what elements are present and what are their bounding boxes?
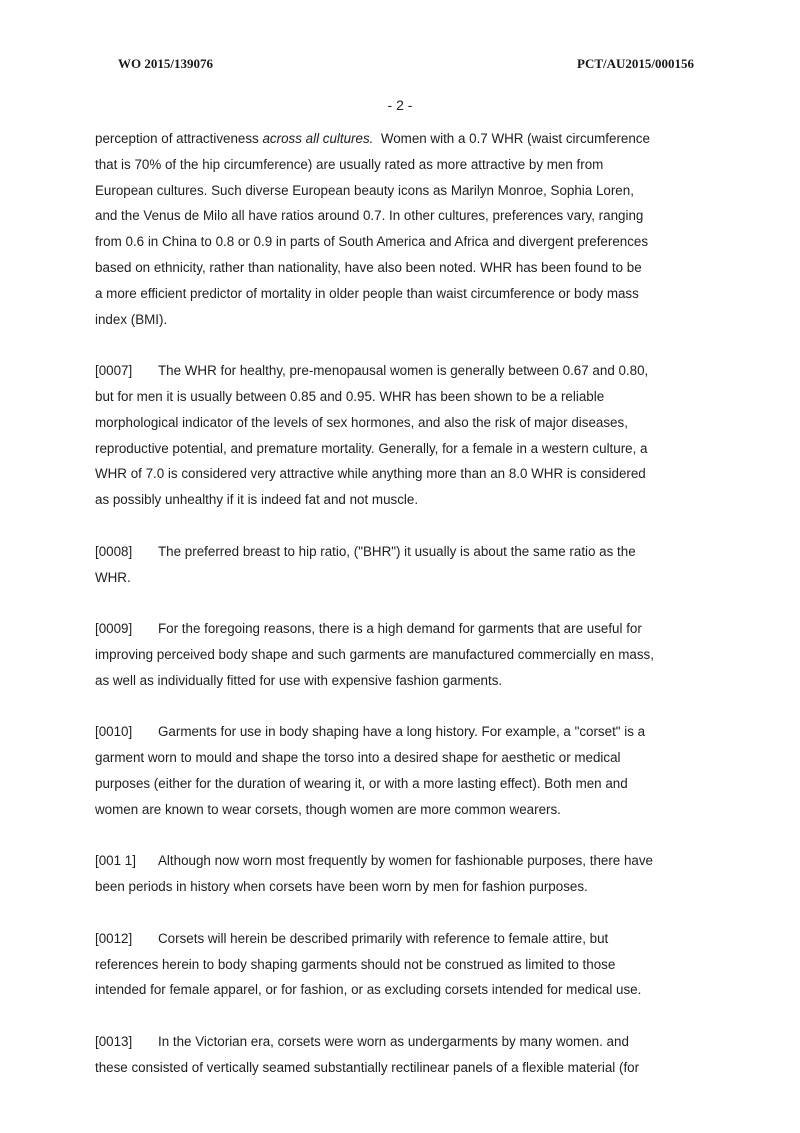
text-line: improving perceived body shape and such garments are manufactured commercially en mass, bbox=[95, 646, 654, 662]
application-number: PCT/AU2015/000156 bbox=[577, 56, 694, 71]
text-line: from 0.6 in China to 0.8 or 0.9 in parts of South America and Africa and divergent preferences bbox=[95, 234, 649, 250]
text-line: garment worn to mould and shape the torso into a desired shape for aesthetic or medical bbox=[95, 750, 621, 766]
paragraph-number: [0012] bbox=[95, 930, 133, 946]
text-line: WHR of 7.0 is considered very attractive while anything more than an 8.0 WHR is considered bbox=[95, 466, 646, 482]
text-line: index (BMI). bbox=[95, 311, 168, 327]
publication-number: WO 2015/139076 bbox=[118, 56, 213, 71]
text-line: references herein to body shaping garments should not be construed as limited to those bbox=[95, 956, 616, 972]
paragraph-number: [0010] bbox=[95, 724, 133, 740]
emphasis-text: across all cultures. bbox=[262, 131, 374, 146]
text-line bbox=[95, 926, 713, 952]
page-number: - 2 - bbox=[387, 97, 413, 113]
text-line: WHR. bbox=[95, 569, 131, 585]
text-line: been periods in history when corsets have been worn by men for fashion purposes. bbox=[95, 879, 588, 895]
text-run: The WHR for healthy, pre-menopausal women is generally between 0.67 and 0.80, bbox=[158, 363, 649, 379]
text-line: a more efficient predictor of mortality in older people than waist circumference or body mass bbox=[95, 285, 639, 301]
text-run: Although now worn most frequently by women for fashionable purposes, there have bbox=[158, 853, 653, 869]
text-line: that is 70% of the hip circumference) are usually rated as more attractive by men from bbox=[95, 156, 604, 172]
text-run: The preferred breast to hip ratio, ("BHR") it usually is about the same ratio as the bbox=[158, 543, 636, 559]
paragraph-0011 bbox=[95, 848, 713, 900]
paragraph-0009 bbox=[95, 616, 713, 693]
text-line bbox=[95, 848, 713, 874]
text-run: For the foregoing reasons, there is a high demand for garments that are useful for bbox=[158, 621, 642, 637]
paragraph-number: [001 1] bbox=[95, 853, 136, 869]
text-line: these consisted of vertically seamed substantially rectilinear panels of a flexible material (for bbox=[95, 1059, 640, 1075]
text-line bbox=[95, 616, 713, 642]
text-line bbox=[95, 126, 713, 152]
text-run: perception of attractiveness bbox=[95, 131, 263, 146]
text-line: as possibly unhealthy if it is indeed fat and not muscle. bbox=[95, 492, 419, 508]
text-line bbox=[95, 539, 713, 565]
paragraph-0010 bbox=[95, 719, 713, 822]
text-line: as well as individually fitted for use with expensive fashion garments. bbox=[95, 672, 503, 688]
paragraph-continuation bbox=[95, 126, 713, 332]
text-run: Garments for use in body shaping have a long history. For example, a "corset" is a bbox=[158, 724, 646, 740]
paragraph-number: [0008] bbox=[95, 543, 133, 559]
paragraph-0007 bbox=[95, 358, 713, 513]
text-line: purposes (either for the duration of wearing it, or with a more lasting effect). Both men and bbox=[95, 775, 628, 791]
text-line bbox=[95, 358, 713, 384]
paragraph-number: [0013] bbox=[95, 1033, 133, 1049]
text-line bbox=[95, 719, 713, 745]
text-run: In the Victorian era, corsets were worn as undergarments by many women. and bbox=[158, 1033, 629, 1049]
text-line: intended for female apparel, or for fashion, or as excluding corsets intended for medical use. bbox=[95, 982, 642, 998]
text-line: European cultures. Such diverse European beauty icons as Marilyn Monroe, Sophia Loren, bbox=[95, 182, 634, 198]
text-line: but for men it is usually between 0.85 and 0.95. WHR has been shown to be a reliable bbox=[95, 388, 605, 404]
paragraph-0008 bbox=[95, 539, 713, 591]
text-line: based on ethnicity, rather than nationality, have also been noted. WHR has been found to be bbox=[95, 259, 642, 275]
paragraph-0013 bbox=[95, 1029, 713, 1081]
paragraph-number: [0007] bbox=[95, 363, 133, 379]
document-body bbox=[95, 126, 713, 1106]
text-line: reproductive potential, and premature mortality. Generally, for a female in a western culture, a bbox=[95, 440, 648, 456]
paragraph-0012 bbox=[95, 926, 713, 1003]
text-line: morphological indicator of the levels of sex hormones, and also the risk of major diseases, bbox=[95, 414, 628, 430]
paragraph-number: [0009] bbox=[95, 621, 133, 637]
text-line bbox=[95, 1029, 713, 1055]
text-line: and the Venus de Milo all have ratios around 0.7. In other cultures, preferences vary, ranging bbox=[95, 208, 644, 224]
text-run: Corsets will herein be described primarily with reference to female attire, but bbox=[158, 930, 609, 946]
page-header bbox=[118, 56, 694, 76]
text-line: women are known to wear corsets, though women are more common wearers. bbox=[95, 801, 561, 817]
text-run: Women with a 0.7 WHR (waist circumference bbox=[373, 131, 650, 146]
